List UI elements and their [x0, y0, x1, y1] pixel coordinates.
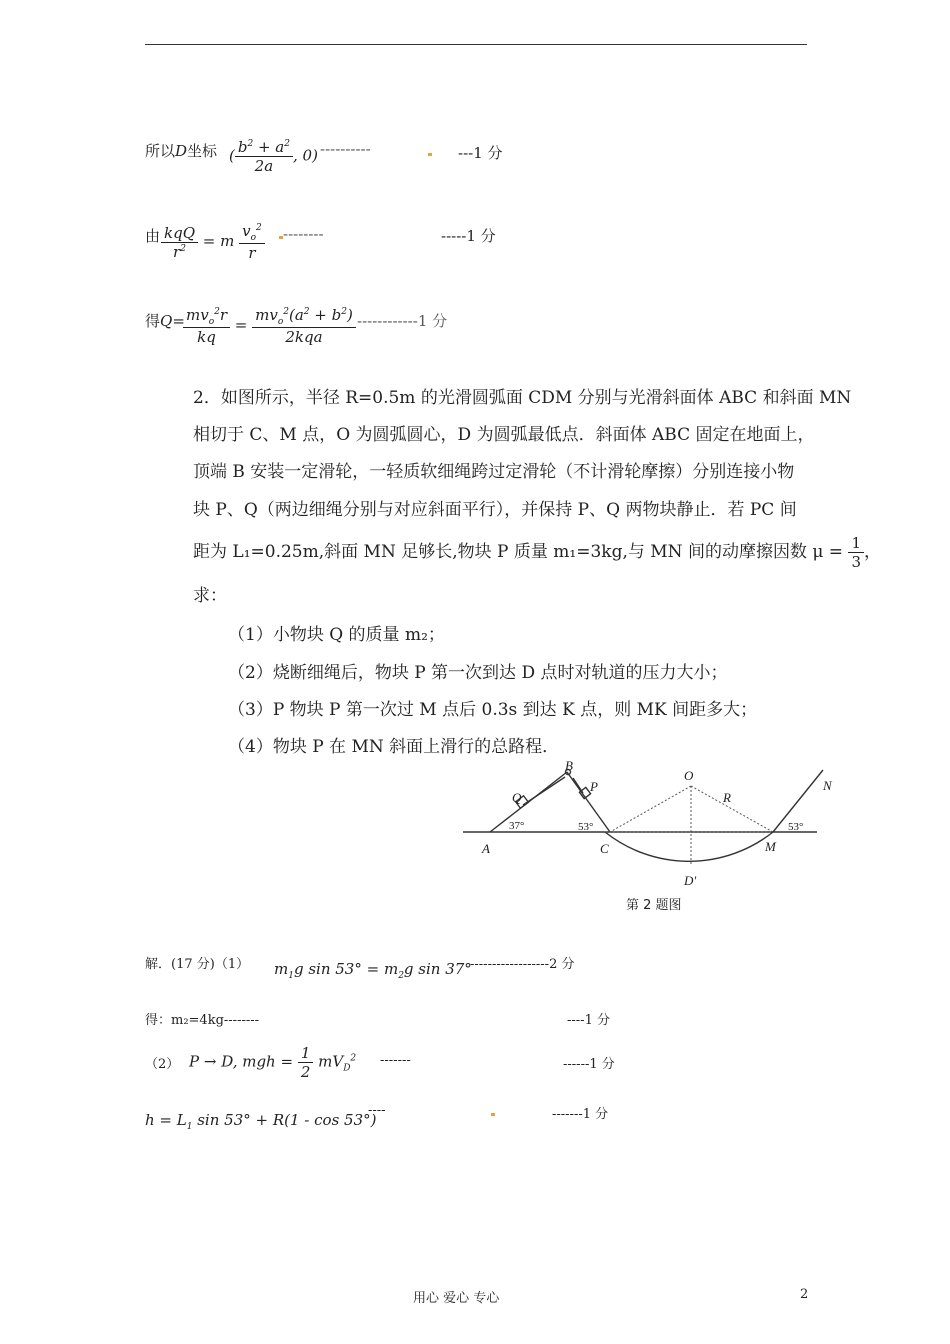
question-2: （2）烧断细绳后，物块 P 第一次到达 D 点时对轨道的压力大小； — [228, 663, 728, 683]
label-n: N — [823, 778, 832, 793]
orange-mark — [428, 153, 432, 156]
solution-result: 得：m₂=4kg-------- — [145, 1013, 260, 1028]
page-number: 2 — [800, 1287, 809, 1302]
problem-line-4: 块 P、Q（两边细绳分别与对应斜面平行），并保持 P、Q 两物块静止．若 PC 间 — [193, 500, 797, 520]
problem-line-2: 相切于 C、M 点，O 为圆弧圆心，D 为圆弧最低点．斜面体 ABC 固定在地面上， — [193, 425, 815, 445]
label-o: O — [684, 768, 694, 783]
dash-leader: ------------1 分 — [357, 312, 448, 330]
dash-leader: ---------- — [320, 140, 371, 158]
problem-line-6: 求： — [193, 586, 227, 606]
q-equation: $\frac{mv_o^2r}{kq}$ = $\frac{mv_o^2(a^2 + b^2)}{\text{2kqa}}$ — [183, 306, 356, 346]
text: 坐标 — [187, 142, 218, 160]
question-4: （4）物块 P 在 MN 斜面上滑行的总路程． — [228, 737, 560, 757]
label-r: R — [723, 790, 731, 805]
force-equation: $\frac{\text{kqQ}}{r^2}$ = m $\frac{v_o^2}{r}$ — [161, 222, 265, 262]
header-rule — [145, 44, 807, 45]
eq-height: $h = L_1$ sin 53° + R(1 - cos 53°) — [145, 1111, 377, 1132]
score: ----1 分 — [567, 1013, 610, 1028]
label-d: D' — [684, 873, 697, 888]
text: 距为 L₁=0.25m,斜面 MN 足够长,物块 P 质量 m₁=3kg,与 MN 间的动摩擦因数 μ = — [193, 542, 844, 562]
arc-cdm — [605, 832, 773, 861]
problem-line-3: 顶端 B 安装一定滑轮，一轻质软细绳跨过定滑轮（不计滑轮摩擦）分别连接小物 — [193, 462, 795, 482]
footer-slogan: 用心 爱心 专心 — [413, 1291, 500, 1306]
angle-53-right: 53° — [788, 821, 804, 833]
solution-heading: 解．(17 分)（1） — [145, 957, 250, 972]
label-b: B — [565, 758, 573, 773]
score: -----1 分 — [441, 227, 496, 245]
coord-formula: ( $\frac{b^2 + a^2}{2a}$ , 0) — [229, 138, 318, 175]
label-m: M — [765, 839, 776, 854]
angle-37: 37° — [509, 820, 525, 832]
orange-mark — [491, 1113, 495, 1116]
var-d: D — [175, 142, 188, 160]
figure-caption: 第 2 题图 — [626, 898, 682, 913]
text: ， — [864, 542, 881, 562]
angle-53-left: 53° — [578, 821, 594, 833]
label-a: A — [482, 841, 490, 856]
mu-fraction: $\frac{1}{3}$ — [848, 534, 864, 571]
score: -------1 分 — [552, 1107, 609, 1122]
dash-leader: ------- — [380, 1053, 411, 1068]
question-1: （1）小物块 Q 的质量 m₂； — [228, 625, 445, 645]
text: 由 — [145, 227, 161, 245]
score: ------------------2 分 — [470, 957, 575, 972]
label-c: C — [600, 841, 609, 856]
dash-leader: ---- — [368, 1103, 386, 1118]
eq-equilibrium: $m_1g$ $\sin 53^\circ = m_2g$ sin 37° — [274, 960, 472, 981]
rope-q — [523, 777, 565, 805]
problem-line-1: 2．如图所示，半径 R=0.5m 的光滑圆弧面 CDM 分别与光滑斜面体 ABC 和斜面 MN — [193, 388, 852, 408]
eq-energy: P → D, mgh = $\frac{1}{2}$ $mV_D^2$ — [189, 1044, 357, 1081]
fraction: $\frac{b^2 + a^2}{2a}$ — [235, 138, 293, 175]
solution-step-2: （2） — [145, 1057, 180, 1072]
score: ------1 分 — [563, 1057, 615, 1072]
label-p: P — [590, 779, 598, 794]
problem-line-5 — [193, 534, 881, 571]
dash-leader: -------- — [283, 225, 324, 243]
label-q: Q — [512, 790, 522, 805]
question-3: （3）P 物块 P 第一次过 M 点后 0.3s 到达 K 点，则 MK 间距多大； — [228, 700, 758, 720]
text: 得 — [145, 312, 161, 330]
score: ---1 分 — [458, 144, 503, 162]
eq-line-1 — [145, 140, 217, 161]
var-q: Q — [160, 312, 173, 330]
eq-line-3: 得Q= — [145, 312, 185, 330]
text: 所以 — [145, 142, 176, 160]
